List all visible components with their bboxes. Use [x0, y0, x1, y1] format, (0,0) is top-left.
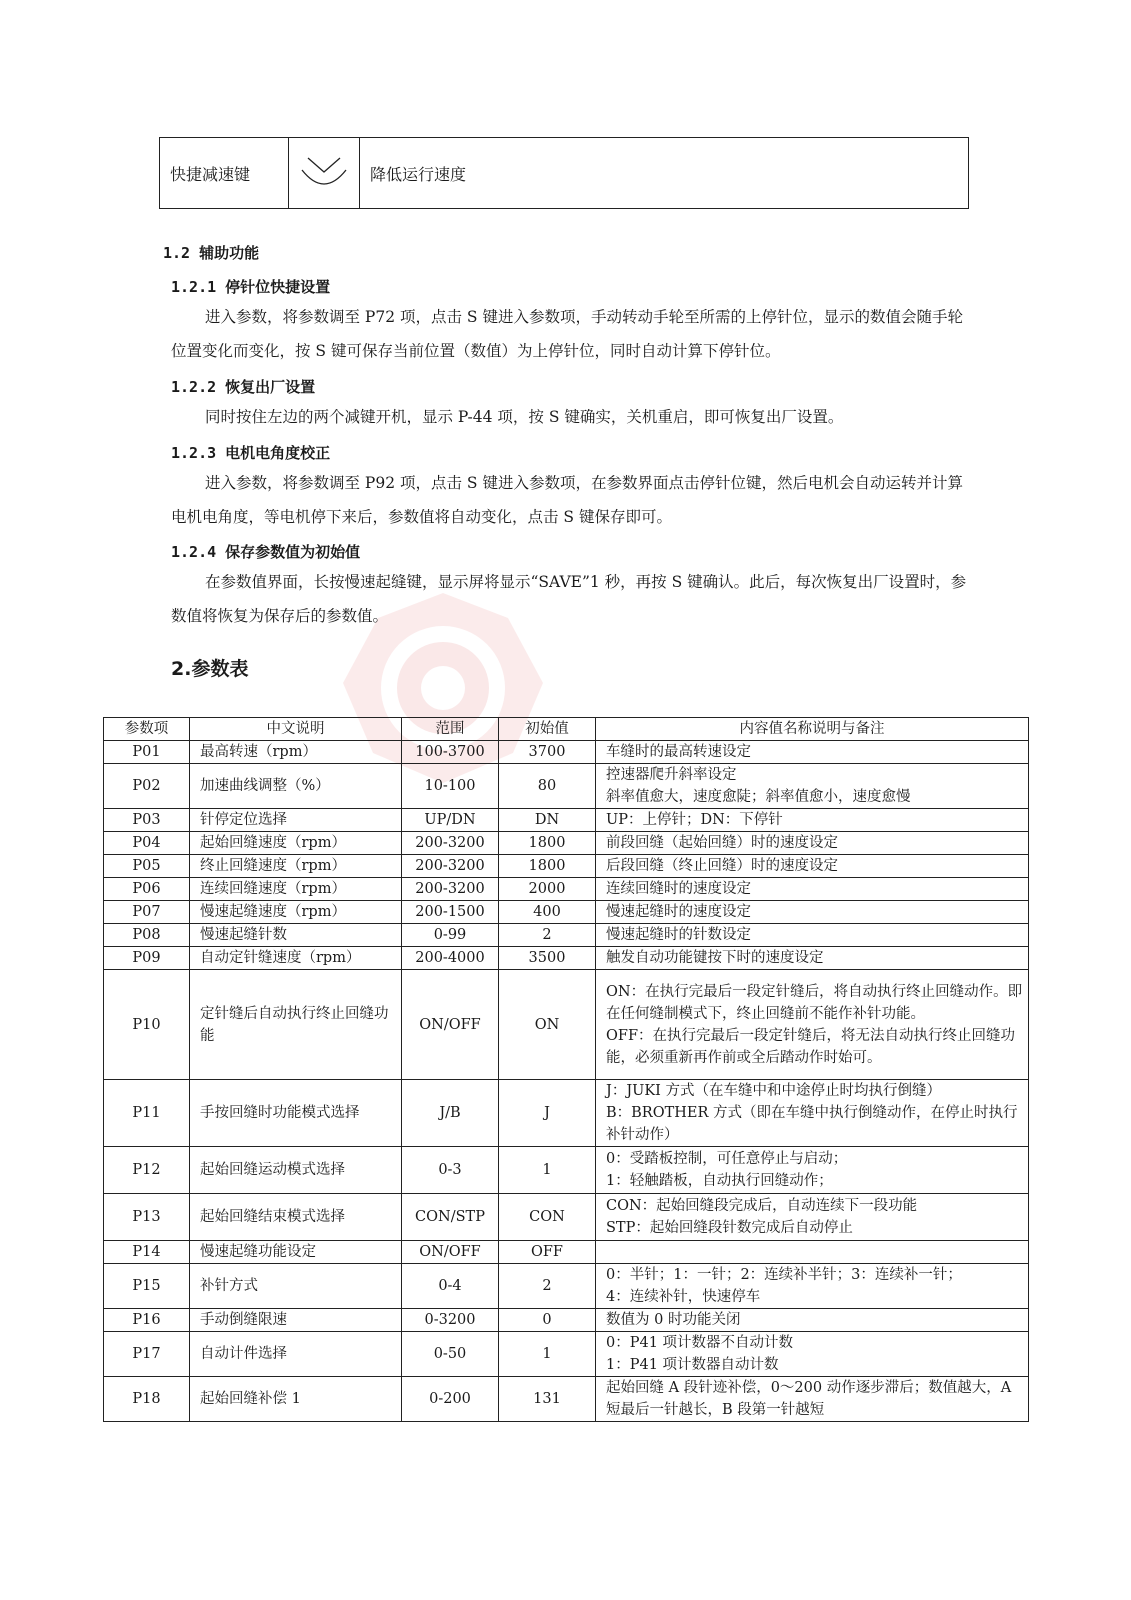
param-notes: 前段回缝（起始回缝）时的速度设定	[596, 832, 1029, 855]
param-notes: 数值为 0 时功能关闭	[596, 1309, 1029, 1332]
param-id: P04	[104, 832, 190, 855]
param-default: ON	[499, 970, 596, 1080]
param-notes: 慢速起缝时的速度设定	[596, 901, 1029, 924]
param-notes: 后段回缝（终止回缝）时的速度设定	[596, 855, 1029, 878]
param-id: P03	[104, 809, 190, 832]
param-desc: 连续回缝速度（rpm）	[190, 878, 402, 901]
key-name: 快捷减速键	[160, 138, 289, 209]
param-notes: 0：半针；1：一针；2：连续补半针；3：连续补一针； 4：连续补针，快速停车	[596, 1264, 1029, 1309]
param-id: P10	[104, 970, 190, 1080]
table-row	[104, 741, 1029, 764]
param-range: 200-3200	[402, 878, 499, 901]
param-id: P07	[104, 901, 190, 924]
paragraph: 进入参数，将参数调至 P72 项，点击 S 键进入参数项，手动转动手轮至所需的上停针位，显示的数值会随手轮位置变化而变化，按 S 键可保存当前位置（数值）为上停针位，同时自动计算下停针位。	[171, 308, 963, 360]
table-heading: 2.参数表	[171, 658, 249, 680]
param-id: P12	[104, 1147, 190, 1194]
param-range: CON/STP	[402, 1194, 499, 1241]
param-desc: 自动计件选择	[190, 1332, 402, 1377]
table-row	[104, 947, 1029, 970]
param-default: 2000	[499, 878, 596, 901]
param-range: 10-100	[402, 764, 499, 809]
param-id: P16	[104, 1309, 190, 1332]
param-notes: 触发自动功能键按下时的速度设定	[596, 947, 1029, 970]
header-default: 初始值	[499, 718, 596, 741]
param-default: CON	[499, 1194, 596, 1241]
param-desc: 最高转速（rpm）	[190, 741, 402, 764]
header-desc: 中文说明	[190, 718, 402, 741]
param-desc: 起始回缝结束模式选择	[190, 1194, 402, 1241]
table-row	[104, 1241, 1029, 1264]
param-default: 0	[499, 1309, 596, 1332]
param-desc: 自动定针缝速度（rpm）	[190, 947, 402, 970]
param-range: ON/OFF	[402, 970, 499, 1080]
param-notes: CON：起始回缝段完成后，自动连续下一段功能 STP：起始回缝段针数完成后自动停止	[596, 1194, 1029, 1241]
param-desc: 起始回缝补偿 1	[190, 1377, 402, 1422]
table-header-row	[104, 718, 1029, 741]
shortcut-key-row	[160, 138, 969, 209]
table-row	[104, 832, 1029, 855]
table-row	[104, 855, 1029, 878]
param-default: 1	[499, 1147, 596, 1194]
param-desc: 定针缝后自动执行终止回缝功能	[190, 970, 402, 1080]
param-default: 3700	[499, 741, 596, 764]
param-desc: 针停定位选择	[190, 809, 402, 832]
param-desc: 慢速起缝功能设定	[190, 1241, 402, 1264]
param-default: 2	[499, 1264, 596, 1309]
param-range: 200-3200	[402, 855, 499, 878]
param-desc: 慢速起缝速度（rpm）	[190, 901, 402, 924]
param-id: P18	[104, 1377, 190, 1422]
subsection-title: 1.2.1 停针位快捷设置	[171, 278, 331, 296]
table-row	[104, 1080, 1029, 1147]
param-notes: 起始回缝 A 段针迹补偿，0～200 动作逐步滞后；数值越大，A 短最后一针越长，B 段第一针越短	[596, 1377, 1029, 1422]
subsection-title: 1.2.3 电机电角度校正	[171, 444, 331, 462]
param-range: 0-200	[402, 1377, 499, 1422]
param-notes: 连续回缝时的速度设定	[596, 878, 1029, 901]
param-range: 200-3200	[402, 832, 499, 855]
table-row	[104, 764, 1029, 809]
param-notes: UP：上停针；DN：下停针	[596, 809, 1029, 832]
table-row	[104, 1194, 1029, 1241]
param-id: P01	[104, 741, 190, 764]
chevron-down-arc-icon	[289, 138, 360, 209]
param-default: 1800	[499, 832, 596, 855]
table-body	[104, 741, 1029, 1422]
key-description: 降低运行速度	[360, 138, 969, 209]
table-row	[104, 970, 1029, 1080]
param-id: P05	[104, 855, 190, 878]
param-range: 200-1500	[402, 901, 499, 924]
param-range: 100-3700	[402, 741, 499, 764]
param-id: P13	[104, 1194, 190, 1241]
param-default: DN	[499, 809, 596, 832]
param-default: 3500	[499, 947, 596, 970]
param-range: 0-3200	[402, 1309, 499, 1332]
param-range: UP/DN	[402, 809, 499, 832]
param-notes	[596, 1241, 1029, 1264]
param-default: 400	[499, 901, 596, 924]
table-row	[104, 1264, 1029, 1309]
paragraph: 在参数值界面，长按慢速起缝键，显示屏将显示“SAVE”1 秒，再按 S 键确认。此后，每次恢复出厂设置时，参数值将恢复为保存后的参数值。	[171, 573, 967, 625]
param-default: 131	[499, 1377, 596, 1422]
table-row	[104, 1147, 1029, 1194]
paragraph: 同时按住左边的两个减键开机，显示 P-44 项，按 S 键确实，关机重启，即可恢复出厂设置。	[205, 408, 844, 426]
param-default: 2	[499, 924, 596, 947]
param-desc: 起始回缝运动模式选择	[190, 1147, 402, 1194]
subsection-title: 1.2.4 保存参数值为初始值	[171, 543, 361, 561]
param-notes: 慢速起缝时的针数设定	[596, 924, 1029, 947]
param-default: 1800	[499, 855, 596, 878]
param-default: J	[499, 1080, 596, 1147]
header-notes: 内容值名称说明与备注	[596, 718, 1029, 741]
table-row	[104, 901, 1029, 924]
param-notes: 0：受踏板控制，可任意停止与启动； 1：轻触踏板，自动执行回缝动作；	[596, 1147, 1029, 1194]
param-range: J/B	[402, 1080, 499, 1147]
param-range: 0-50	[402, 1332, 499, 1377]
param-id: P09	[104, 947, 190, 970]
header-param: 参数项	[104, 718, 190, 741]
table-row	[104, 924, 1029, 947]
param-desc: 手动倒缝限速	[190, 1309, 402, 1332]
param-id: P08	[104, 924, 190, 947]
shortcut-key-table	[159, 137, 969, 209]
param-id: P11	[104, 1080, 190, 1147]
param-id: P14	[104, 1241, 190, 1264]
param-id: P17	[104, 1332, 190, 1377]
param-notes: 车缝时的最高转速设定	[596, 741, 1029, 764]
param-range: 0-3	[402, 1147, 499, 1194]
param-range: 0-4	[402, 1264, 499, 1309]
section-title: 1.2 辅助功能	[163, 244, 260, 262]
param-range: 0-99	[402, 924, 499, 947]
table-row	[104, 1332, 1029, 1377]
table-row	[104, 809, 1029, 832]
param-notes: 0：P41 项计数器不自动计数 1：P41 项计数器自动计数	[596, 1332, 1029, 1377]
table-row	[104, 878, 1029, 901]
param-id: P02	[104, 764, 190, 809]
param-id: P06	[104, 878, 190, 901]
param-range: ON/OFF	[402, 1241, 499, 1264]
param-desc: 慢速起缝针数	[190, 924, 402, 947]
param-desc: 终止回缝速度（rpm）	[190, 855, 402, 878]
param-desc: 补针方式	[190, 1264, 402, 1309]
param-desc: 加速曲线调整（%）	[190, 764, 402, 809]
param-range: 200-4000	[402, 947, 499, 970]
param-notes: J：JUKI 方式（在车缝中和中途停止时均执行倒缝） B：BROTHER 方式（即在车缝中执行倒缝动作，在停止时执行补针动作）	[596, 1080, 1029, 1147]
param-notes: ON：在执行完最后一段定针缝后，将自动执行终止回缝动作。即在任何缝制模式下，终止回缝前不能作补针功能。 OFF：在执行完最后一段定针缝后，将无法自动执行终止回缝功能，必须重新再作前或全后踏动作时始可。	[596, 970, 1029, 1080]
param-desc: 起始回缝速度（rpm）	[190, 832, 402, 855]
parameter-table	[103, 717, 1029, 1422]
param-default: 1	[499, 1332, 596, 1377]
table-row	[104, 1377, 1029, 1422]
param-id: P15	[104, 1264, 190, 1309]
param-desc: 手按回缝时功能模式选择	[190, 1080, 402, 1147]
table-row	[104, 1309, 1029, 1332]
param-default: 80	[499, 764, 596, 809]
param-default: OFF	[499, 1241, 596, 1264]
param-notes: 控速器爬升斜率设定 斜率值愈大，速度愈陡；斜率值愈小，速度愈慢	[596, 764, 1029, 809]
subsection-title: 1.2.2 恢复出厂设置	[171, 378, 316, 396]
paragraph: 进入参数，将参数调至 P92 项，点击 S 键进入参数项，在参数界面点击停针位键，然后电机会自动运转并计算电机电角度，等电机停下来后，参数值将自动变化，点击 S 键保存即可。	[171, 474, 963, 526]
header-range: 范围	[402, 718, 499, 741]
